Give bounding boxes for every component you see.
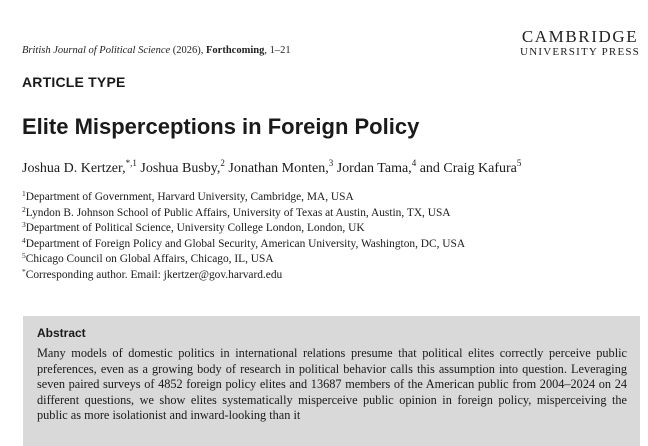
- affiliation-text: Chicago Council on Global Affairs, Chicago, IL, USA: [25, 253, 274, 266]
- author-name: Joshua Busby,: [140, 161, 221, 176]
- affiliation-item: [22, 206, 465, 222]
- article-type-label: ARTICLE TYPE: [22, 74, 126, 90]
- affiliation-text: Department of Government, Harvard University, Cambridge, MA, USA: [25, 191, 354, 203]
- publisher-logo: [520, 28, 640, 58]
- corresponding-author-mark: *: [22, 266, 26, 276]
- affiliation-text: Lyndon B. Johnson School of Public Affairs, University of Texas at Austin, Austin, TX, USA: [25, 206, 451, 219]
- affiliation-text: Department of Foreign Policy and Global Security, American University, Washington, DC, USA: [25, 237, 466, 250]
- affiliation-item: [22, 252, 465, 268]
- corresponding-author-text: Corresponding author. Email: jkertzer@gov.harvard.edu: [25, 268, 283, 281]
- author-name: Joshua D. Kertzer,: [22, 161, 126, 176]
- affiliation-mark: 5: [22, 251, 26, 261]
- author-affiliation-mark: 2: [220, 158, 225, 168]
- journal-name: British Journal of Political Science: [22, 45, 171, 56]
- journal-status: Forthcoming: [206, 45, 265, 56]
- author-name: Jordan Tama,: [336, 161, 412, 176]
- author-separator: and: [416, 161, 444, 176]
- author-name: Jonathan Monten,: [228, 161, 329, 176]
- journal-year: (2026),: [170, 45, 207, 56]
- affiliation-list: [22, 190, 465, 284]
- affiliation-item: [22, 237, 465, 253]
- abstract-heading: Abstract: [37, 326, 86, 340]
- author-affiliation-mark: 3: [328, 158, 334, 168]
- affiliation-item: [22, 190, 465, 206]
- affiliation-mark: 3: [22, 220, 26, 230]
- journal-pages: , 1–21: [264, 45, 291, 56]
- publisher-logo-line2: UNIVERSITY PRESS: [520, 46, 640, 58]
- author-affiliation-mark: *,1: [125, 158, 137, 168]
- affiliation-item: [22, 221, 465, 237]
- affiliation-mark: 4: [22, 235, 26, 245]
- corresponding-author-note: [22, 268, 465, 284]
- abstract-box: [23, 316, 640, 446]
- author-list: [22, 158, 522, 177]
- affiliation-mark: 1: [22, 189, 26, 198]
- affiliation-text: Department of Political Science, University College London, London, UK: [25, 222, 365, 235]
- abstract-text: Many models of domestic politics in international relations presume that political elites correctly perceive public preferences, even as a growing body of research in political behavior calls this assumption into question. Leveraging seven paired surveys of 4852 foreign policy elites and 13687 members of the American public from 2004–2024 on 24 different questions, we show elites systematically misperceive public opinion in foreign policy, misperceiving the public as more isolationist and inward-looking than it: [37, 346, 627, 423]
- author-affiliation-mark: 5: [516, 158, 522, 168]
- publisher-logo-line1: CAMBRIDGE: [521, 27, 639, 46]
- affiliation-mark: 2: [22, 204, 26, 214]
- author-affiliation-mark: 4: [411, 158, 417, 168]
- article-title: Elite Misperceptions in Foreign Policy: [22, 114, 420, 139]
- author-name: Craig Kafura: [443, 161, 517, 176]
- journal-citation: [22, 45, 291, 56]
